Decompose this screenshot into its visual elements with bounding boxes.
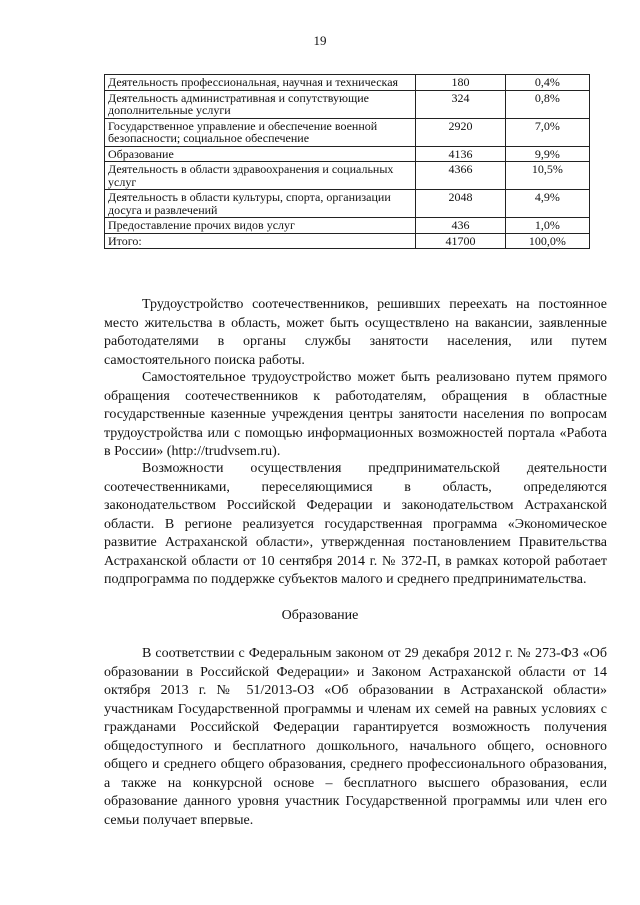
total-share-cell: 100,0% <box>505 233 589 249</box>
share-cell: 10,5% <box>505 162 589 190</box>
table-row <box>105 218 590 234</box>
table-row <box>105 190 590 218</box>
section-heading-education: Образование <box>281 608 359 623</box>
count-cell: 2048 <box>416 190 505 218</box>
count-cell: 4366 <box>416 162 505 190</box>
table-row <box>105 118 590 146</box>
table-total-row <box>105 233 590 249</box>
count-cell: 2920 <box>416 118 505 146</box>
activity-cell: Деятельность профессиональная, научная и техническая <box>105 75 416 91</box>
share-cell: 7,0% <box>505 118 589 146</box>
total-count-cell: 41700 <box>416 233 505 249</box>
activity-cell: Государственное управление и обеспечение военной безопасности; социальное обеспечение <box>105 118 416 146</box>
activity-cell: Образование <box>105 146 416 162</box>
share-cell: 9,9% <box>505 146 589 162</box>
activity-cell: Предоставление прочих видов услуг <box>105 218 416 234</box>
count-cell: 436 <box>416 218 505 234</box>
share-cell: 1,0% <box>505 218 589 234</box>
table-row <box>105 162 590 190</box>
activity-cell: Деятельность административная и сопутствующие дополнительные услуги <box>105 90 416 118</box>
count-cell: 4136 <box>416 146 505 162</box>
share-cell: 4,9% <box>505 190 589 218</box>
share-cell: 0,4% <box>505 75 589 91</box>
activity-cell: Деятельность в области культуры, спорта, организации досуга и развлечений <box>105 190 416 218</box>
page-number: 19 <box>313 33 327 48</box>
paragraph-education: В соответствии с Федеральным законом от 29 декабря 2012 г. № 273-ФЗ «Об образовании в Российской Федерации» и Законом Астраханской области от 14 октября 2013 г. № 51/2013-ОЗ «Об образовании в Астраханской области» участникам Государственной программы и членам их семей на равных условиях с гражданами Российской Федерации гарантируется возможность получения общедоступного и бесплатного дошкольного, начального общего, основного общего и среднего общего образования, среднего профессионального образования, а также на конкурсной основе – бесплатного высшего образования, если образование данного уровня участник Государственной программы или член его семьи получает впервые. <box>104 646 607 828</box>
total-label-cell: Итого: <box>105 233 416 249</box>
share-cell: 0,8% <box>505 90 589 118</box>
table-row <box>105 90 590 118</box>
employment-table <box>104 74 590 249</box>
table-row <box>105 75 590 91</box>
table-row <box>105 146 590 162</box>
count-cell: 180 <box>416 75 505 91</box>
paragraph-employment: Трудоустройство соотечественников, решивших переехать на постоянное место жительства в область, может быть осуществлено на вакансии, заявленные работодателями в органы службы занятости населения, или путем самостоятельного поиска работы. <box>104 297 607 368</box>
paragraph-entrepreneurship: Возможности осуществления предпринимательской деятельности соотечественниками, переселяющимися в область, определяются законодательством Российской Федерации и законодательством Астраханской области. В регионе реализуется государственная программа «Экономическое развитие Астраханской области», утвержденная постановлением Правительства Астраханской области от 10 сентября 2014 г. № 372-П, в рамках которой работает подпрограмма по поддержке субъектов малого и среднего предпринимательства. <box>104 461 607 587</box>
paragraph-self-employment: Самостоятельное трудоустройство может быть реализовано путем прямого обращения соотечественников к работодателям, обращения в областные государственные казенные учреждения центры занятости населения по вопросам трудоустройства или с помощью информационных возможностей портала «Работа в России» (http://trudvsem.ru). <box>104 370 607 459</box>
count-cell: 324 <box>416 90 505 118</box>
activity-cell: Деятельность в области здравоохранения и социальных услуг <box>105 162 416 190</box>
